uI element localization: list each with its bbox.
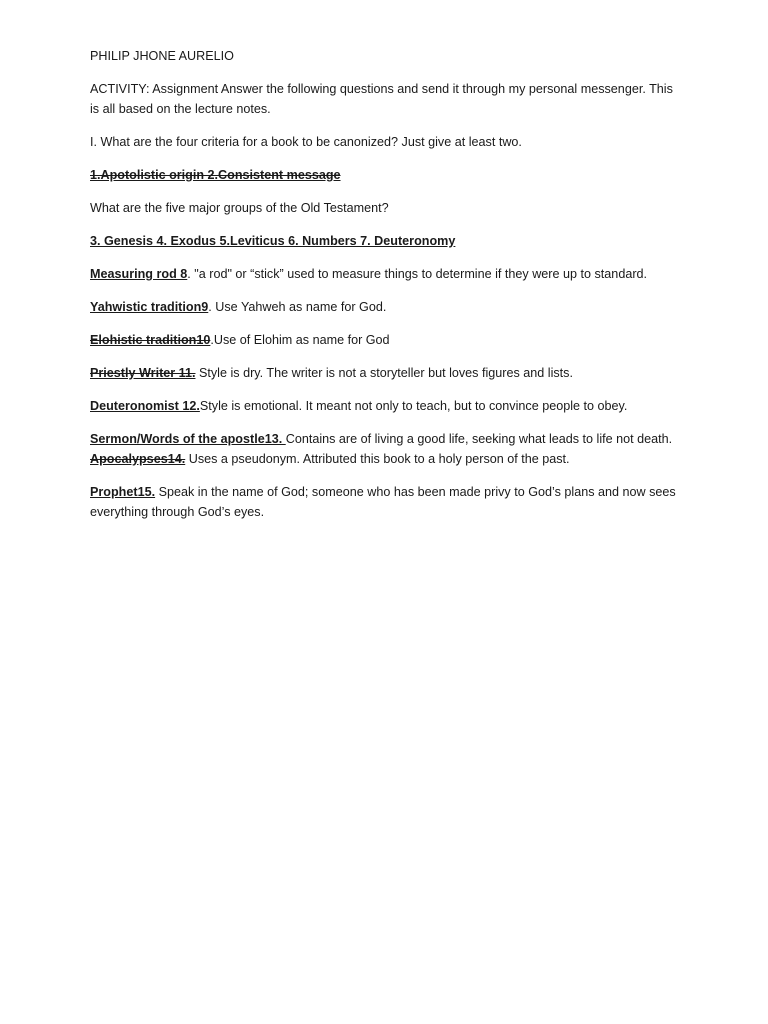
question-canon-criteria: I. What are the four criteria for a book to be canonized? Just give at least two. — [90, 135, 522, 149]
term-prophet — [90, 482, 680, 522]
term-definition: Speak in the name of God; someone who has been made privy to God’s plans and now sees everything through God’s eyes. — [90, 485, 676, 519]
term-definition: . "a rod" or “stick” used to measure things to determine if they were up to standard. — [187, 267, 648, 281]
term-priestly-writer — [90, 363, 680, 383]
term-definition: .Use of Elohim as name for God — [210, 333, 390, 347]
activity-instructions: ACTIVITY: Assignment Answer the following questions and send it through my personal messenger. This is all based on the lecture notes. — [90, 82, 673, 116]
term-label: Apocalypses14. — [90, 452, 186, 466]
answer-canon-criteria-text: 1.Apotolistic origin 2.Consistent message — [90, 168, 341, 182]
term-definition: . Use Yahweh as name for God. — [208, 300, 387, 314]
answer-canon-criteria — [90, 165, 680, 185]
term-elohistic-tradition — [90, 330, 680, 350]
term-definition: Uses a pseudonym. Attributed this book to a holy person of the past. — [185, 452, 570, 466]
author-name: PHILIP JHONE AURELIO — [90, 49, 234, 63]
term-definition: Style is emotional. It meant not only to teach, but to convince people to obey. — [199, 399, 628, 413]
term-measuring-rod — [90, 264, 680, 284]
term-label: Priestly Writer 11. — [90, 366, 196, 380]
document-page — [90, 46, 680, 535]
term-deuteronomist — [90, 396, 680, 416]
term-label: Yahwistic tradition9 — [90, 300, 209, 314]
answer-old-testament-groups-text: 3. Genesis 4. Exodus 5.Leviticus 6. Numbers 7. Deuteronomy — [90, 234, 456, 248]
term-sermon-words-of-apostle — [90, 429, 680, 449]
term-definition: Style is dry. The writer is not a storyteller but loves figures and lists. — [195, 366, 573, 380]
term-label: Deuteronomist 12. — [90, 399, 200, 413]
term-label: Measuring rod 8 — [90, 267, 188, 281]
answer-old-testament-groups — [90, 231, 680, 251]
term-definition: Contains are of living a good life, seeking what leads to life not death. — [285, 432, 673, 446]
term-label: Elohistic tradition10 — [90, 333, 211, 347]
term-label: Sermon/Words of the apostle13. — [90, 432, 286, 446]
term-yahwistic-tradition — [90, 297, 680, 317]
term-label: Prophet15. — [90, 485, 156, 499]
question-old-testament-groups: What are the five major groups of the Old Testament? — [90, 201, 389, 215]
term-apocalypses — [90, 449, 680, 469]
